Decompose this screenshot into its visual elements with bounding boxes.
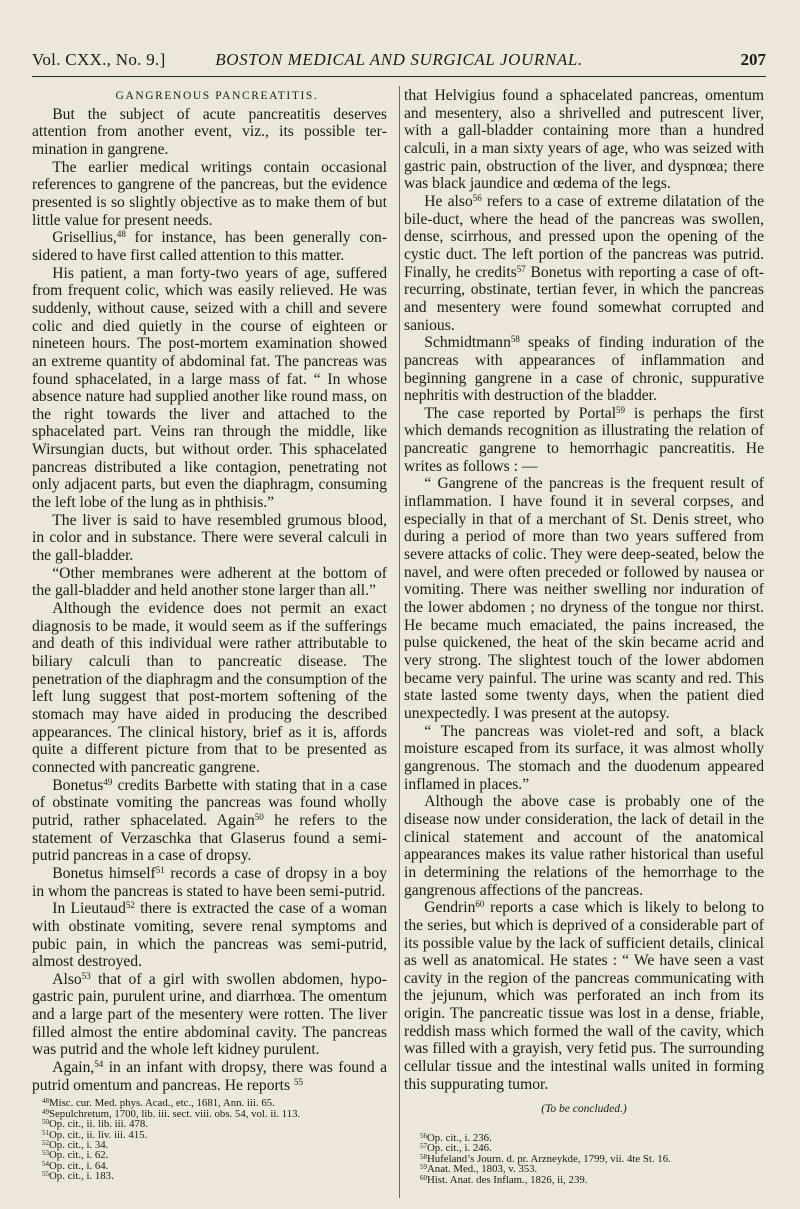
paragraph: But the subject of acute pancreatitis deserves attention from another event, viz., its possible termination in gangrene. — [32, 105, 387, 158]
text-run: is perhaps the first which demands recognition as illustrating the relation of pancreatic gangrene to hemorrhagic pancreatitis. He writes as follows : — — [404, 404, 764, 475]
paragraph — [32, 229, 387, 264]
paragraph: Although the above case is probably one of the disease now under consideration, the lack of detail in the clinical statement and account of the anatomical appearances makes its value rather historical than useful in determining the relations of the hemorrhage to the gangrenous affections of the pancreas. — [404, 793, 764, 899]
paragraph — [32, 865, 387, 900]
footnote — [32, 1171, 387, 1181]
text-run: that of a girl with swollen abdomen, hypogastric pain, purulent urine, and diarrhœa. The omentum and a large part of the mesentery were rotten. The liver filled almost the entire abdominal cavity. The pancreas was putrid and the whole left kidney purulent. — [32, 970, 387, 1059]
footnote-ref: 55 — [294, 1076, 303, 1087]
paragraph — [404, 899, 764, 1093]
footnote-text: Op. cit., i. 246. — [427, 1142, 492, 1155]
paragraph — [404, 334, 764, 405]
footnote-number: 57 — [420, 1142, 427, 1151]
text-run: Bonetus — [52, 776, 104, 794]
footnote-ref: 53 — [81, 970, 91, 981]
footnote-number: 50 — [42, 1118, 49, 1127]
footnote-ref: 51 — [155, 864, 165, 875]
text-run: He also — [424, 192, 473, 210]
footnote-text: Op. cit., i. 183. — [49, 1170, 114, 1183]
footnote-text: Op. cit., ii. liv. iii. 415. — [49, 1128, 148, 1141]
text-run: Bonetus himself — [52, 864, 156, 882]
footnote-number: 56 — [420, 1132, 427, 1141]
paragraph: that Helvigius found a sphacelated pancreas, omentum and mesentery, also a shrivelled and putrescent liver, with a gall-bladder containing more than a hundred calculi, in a man sixty years of age, who was seized with gastric pain, obstruction of the liver, and dyspnœa; there was black jaundice and œdema of the legs. — [404, 87, 764, 193]
footnote-text: Op. cit., i. 34. — [49, 1139, 109, 1152]
paragraph: The liver is said to have resembled grumous blood, in color and in substance. There were several calculi in the gall-bladder. — [32, 511, 387, 565]
footnote-number: 54 — [42, 1159, 49, 1168]
text-run: Again, — [52, 1059, 95, 1077]
footnote-number: 48 — [42, 1097, 49, 1106]
footnote-ref: 59 — [616, 404, 626, 415]
text-run: in an infant with dropsy, there was found a putrid omentum and pancreas. He reports — [32, 1059, 387, 1094]
footnote-text: Hufeland’s Journ. d. pr. Arzneykde, 1799, vii. 4te St. 16. — [427, 1152, 671, 1165]
footnote-ref: 49 — [103, 776, 113, 787]
footnote-number: 59 — [420, 1163, 427, 1172]
footnote-number: 51 — [42, 1128, 49, 1137]
footnote-text: Hist. Anat. des Inflam., 1826, ii, 239. — [427, 1173, 588, 1186]
text-run: he refers to the statement of Verzaschka that Glaserus found a semi-putrid pancreas in a case of dropsy. — [32, 811, 387, 865]
paragraph: The earlier medical writings contain occasional references to gangrene of the pancreas, but the evidence presented is so slightly objective as to make them of but little value for present needs. — [32, 158, 387, 229]
paragraph — [404, 405, 764, 476]
footnote-ref: 56 — [472, 192, 482, 203]
footnote-ref: 60 — [475, 899, 485, 910]
footnote-text: Op. cit., i. 64. — [49, 1159, 109, 1172]
to-be-concluded-note: (To be concluded.) — [541, 1103, 627, 1116]
footnote-number: 60 — [420, 1173, 427, 1182]
left-footnotes — [32, 1098, 387, 1181]
footnote-ref: 58 — [510, 334, 520, 345]
paragraph: “Other membranes were adherent at the bottom of the gall-bladder and held another stone larger than all.” — [32, 564, 387, 600]
paragraph: His patient, a man forty-two years of age, suffered from frequent colic, which was easily relieved. He was suddenly, without cause, seized with a chill and severe colic and died quietly in the course of eighteen or nineteen hours. The post-mortem examination showed an extreme quantity of abdominal fat. The pancreas was found sphacelated, in a large mass of fat. “ In whose absence nature had supplied another like round mass, on the right towards the liver and attached to the sphacelated part. Veins ran through the middle, like Wirsungian ducts, but without order. This sphacelated pancreas distributed a like contagion, penetrating not only adjacent parts, but even the diaphragm, consuming the left lobe of the lung as in phthisis.” — [32, 264, 387, 512]
footnote-text: Anat. Med., 1803, v. 353. — [427, 1163, 538, 1176]
right-footnotes — [404, 1133, 764, 1185]
left-column — [32, 88, 387, 1182]
text-run: there is extracted the case of a woman with obstinate vomiting, severe renal symptoms and pubic pain, in which the pancreas was semi-putrid, almost destroyed. — [32, 900, 388, 971]
header-rule — [32, 76, 766, 77]
page-number: 207 — [740, 50, 766, 69]
footnote-ref: 52 — [125, 900, 135, 911]
journal-title: BOSTON MEDICAL AND SURGICAL JOURNAL. — [215, 50, 583, 69]
paragraph — [404, 193, 764, 334]
text-run: credits Barbette with stating that in a case of obstinate vomiting the pancreas was found wholly putrid, rather sphacelated. Again — [32, 776, 387, 829]
paragraph: Although the evidence does not permit an exact diagnosis to be made, it would seem as if the sufferings and death of this individual were rather attributable to biliary calculi than to pancreatic disease. The penetration of the diaphragm and the consumption of the left lung suggest that post-mortem softening of the stomach may have aided in producing the described appearances. The clinical history, brief as it is, affords quite a different picture from that to be presented as connected with pancreatic gangrene. — [32, 600, 387, 776]
volume-issue: Vol. CXX., No. 9.] — [32, 50, 166, 69]
footnote-text: Misc. cur. Med. phys. Acad., etc., 1681, Ann. iii. 65. — [49, 1097, 275, 1110]
text-run: Also — [52, 970, 82, 988]
footnote-text: Op. cit., ii. lib. iii. 478. — [49, 1118, 148, 1131]
text-run: refers to a case of extreme dilatation of the bile-duct, where the head of the pancreas was swollen, dense, scirrhous, and pressed upon the opening of the cystic duct. The left portion of the pancreas was putrid. Finally, he credits — [404, 192, 764, 281]
right-column — [404, 87, 764, 1185]
footnote-ref: 54 — [94, 1059, 104, 1070]
text-run: Bonetus with reporting a case of oft-recurring, obstinate, tertian fever, in which the pancreas and mesentery were found somewhat corrupted and sanious. — [404, 263, 764, 334]
footnote-number: 58 — [420, 1152, 427, 1161]
text-run: reports a case which is likely to belong to the series, but which is deprived of a considerable part of its possible value by the lack of sufficient details, clinical as well as anatomical. He states : “ We have seen a vast cavity in the region of the pancreas communicating with the jejunum, which was perforated an inch from its origin. The pancreatic tissue was lost in a dense, friable, reddish mass which formed the wall of the cavity, which was filled with a grayish, very fetid pus. The surrounding cellular tissue and the intestinal walls united in forming this suppurating tumor. — [404, 899, 764, 1093]
paragraph — [32, 777, 387, 865]
footnote-number: 53 — [42, 1149, 49, 1158]
text-run: The case reported by Portal — [424, 404, 617, 422]
footnote-ref: 50 — [254, 811, 264, 822]
footnote-number: 55 — [42, 1170, 49, 1179]
text-run: records a case of dropsy in a boy in whom the pancreas is stated to have been semi-putrid. — [32, 864, 387, 900]
paragraph — [32, 971, 387, 1059]
quotation: “ Gangrene of the pancreas is the frequent result of inflammation. I have found it in several corpses, and especially in that of a merchant of St. Denis street, who during a period of more than two years suffered from severe attacks of colic. They were deep-seated, below the navel, and were often preceded or followed by nausea or vomiting. There was neither swelling nor induration of the lower abdomen ; no dryness of the tongue nor thirst. He became much emaciated, the pains increased, the pulse quickened, the heat of the skin became acrid and very strong. The slightest touch of the lower abdomen became very painful. The urine was scanty and red. This state lasted some twenty days, when the patient died unexpectedly. I was present at the autopsy. — [404, 475, 764, 722]
text-run: speaks of finding induration of the pancreas with appearances of inflammation and beginning gangrene in a case of chronic, suppurative nephritis with destruction of the bladder. — [404, 334, 764, 405]
footnote-text: Sepulchretum, 1700, lib. iii. sect. viii. obs. 54, vol. ii. 113. — [49, 1107, 301, 1120]
footnote-ref: 57 — [516, 263, 526, 274]
text-run: In Lieutaud — [52, 900, 126, 918]
text-run: Gendrin — [424, 899, 476, 917]
text-run: Schmidtmann — [424, 334, 511, 352]
footnote-text: Op. cit., i. 236. — [427, 1132, 492, 1145]
text-run: for instance, has been generally considered to have first called attention to this matter. — [32, 229, 387, 264]
footnote-number: 52 — [42, 1139, 49, 1148]
footnote-number: 49 — [42, 1107, 49, 1116]
paragraph — [32, 1059, 387, 1094]
article-title: GANGRENOUS PANCREATITIS. — [115, 90, 319, 102]
footnote-text: Op. cit., i. 62. — [49, 1149, 109, 1162]
text-run: Grisellius, — [52, 229, 117, 247]
running-header — [32, 50, 766, 74]
quotation: “ The pancreas was violet-red and soft, a black moisture escaped from its surface, it was almost wholly gangrenous. The stomach and the duodenum appeared inflamed in places.” — [404, 722, 764, 793]
footnote — [410, 1175, 764, 1185]
paragraph — [32, 900, 387, 971]
column-divider — [399, 86, 400, 1198]
footnote-ref: 48 — [116, 229, 126, 240]
